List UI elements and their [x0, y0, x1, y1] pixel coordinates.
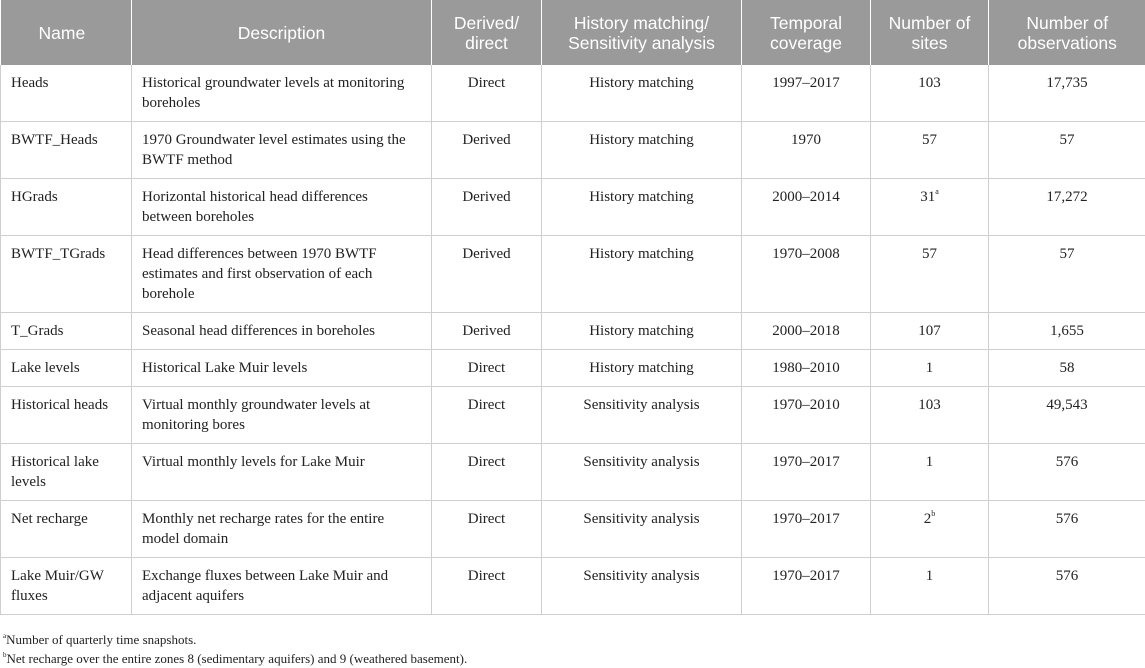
header-derived-direct: Derived/ direct — [432, 0, 542, 65]
cell-purpose: History matching — [542, 236, 742, 313]
cell-name: BWTF_TGrads — [1, 236, 132, 313]
cell-sites — [871, 236, 989, 313]
cell-description: Head differences between 1970 BWTF estimates and first observation of each borehole — [132, 236, 432, 313]
table-row — [1, 65, 1145, 122]
cell-purpose: History matching — [542, 179, 742, 236]
cell-coverage: 1970–2010 — [742, 387, 871, 444]
header-description: Description — [132, 0, 432, 65]
cell-observations: 1,655 — [989, 313, 1145, 350]
table-row — [1, 313, 1145, 350]
header-number-of-observations: Number of observations — [989, 0, 1145, 65]
cell-purpose: History matching — [542, 313, 742, 350]
footnote-text: Net recharge over the entire zones 8 (sedimentary aquifers) and 9 (weathered basement). — [6, 651, 468, 666]
cell-sites — [871, 558, 989, 615]
cell-derived: Derived — [432, 236, 542, 313]
header-name: Name — [1, 0, 132, 65]
cell-derived: Direct — [432, 65, 542, 122]
cell-name: BWTF_Heads — [1, 122, 132, 179]
cell-coverage: 1997–2017 — [742, 65, 871, 122]
cell-derived: Direct — [432, 387, 542, 444]
cell-name: Historical heads — [1, 387, 132, 444]
cell-name: HGrads — [1, 179, 132, 236]
cell-coverage: 1970 — [742, 122, 871, 179]
cell-observations: 57 — [989, 122, 1145, 179]
header-number-of-sites: Number of sites — [871, 0, 989, 65]
footnote — [3, 649, 467, 668]
cell-purpose: History matching — [542, 65, 742, 122]
cell-derived: Derived — [432, 122, 542, 179]
cell-purpose: Sensitivity analysis — [542, 444, 742, 501]
cell-description: Horizontal historical head differences between boreholes — [132, 179, 432, 236]
footnote-mark: b — [931, 509, 936, 518]
cell-observations: 49,543 — [989, 387, 1145, 444]
table-row — [1, 179, 1145, 236]
cell-description: Exchange fluxes between Lake Muir and adjacent aquifers — [132, 558, 432, 615]
cell-name: Lake Muir/GW fluxes — [1, 558, 132, 615]
table-row — [1, 122, 1145, 179]
sites-value: 31 — [920, 189, 936, 205]
cell-coverage: 2000–2018 — [742, 313, 871, 350]
cell-sites — [871, 122, 989, 179]
footnote-mark: a — [3, 631, 7, 640]
cell-sites — [871, 65, 989, 122]
cell-coverage: 1970–2017 — [742, 558, 871, 615]
sites-value: 2 — [923, 511, 932, 527]
cell-observations: 576 — [989, 501, 1145, 558]
sites-value: 1 — [925, 454, 934, 470]
cell-derived: Direct — [432, 501, 542, 558]
cell-observations: 17,735 — [989, 65, 1145, 122]
cell-purpose: Sensitivity analysis — [542, 501, 742, 558]
sites-value: 1 — [925, 360, 934, 376]
cell-purpose: Sensitivity analysis — [542, 558, 742, 615]
cell-sites — [871, 179, 989, 236]
table-row — [1, 558, 1145, 615]
cell-name: Net recharge — [1, 501, 132, 558]
cell-sites — [871, 501, 989, 558]
cell-name: Heads — [1, 65, 132, 122]
cell-derived: Derived — [432, 313, 542, 350]
cell-coverage: 1970–2008 — [742, 236, 871, 313]
cell-description: Virtual monthly levels for Lake Muir — [132, 444, 432, 501]
cell-name: Lake levels — [1, 350, 132, 387]
cell-sites — [871, 350, 989, 387]
cell-purpose: Sensitivity analysis — [542, 387, 742, 444]
header-history-sensitivity: History matching/ Sensitivity analysis — [542, 0, 742, 65]
sites-value: 107 — [918, 323, 941, 339]
cell-description: Seasonal head differences in boreholes — [132, 313, 432, 350]
footnote — [3, 630, 467, 649]
footnote-mark: a — [935, 187, 939, 196]
cell-sites — [871, 444, 989, 501]
cell-name: T_Grads — [1, 313, 132, 350]
table-row — [1, 236, 1145, 313]
cell-purpose: History matching — [542, 350, 742, 387]
sites-value: 57 — [922, 246, 937, 262]
footnote-mark: b — [3, 650, 7, 659]
cell-coverage: 1970–2017 — [742, 444, 871, 501]
header-row — [1, 0, 1145, 65]
table-footnotes — [3, 630, 467, 668]
cell-description: Historical Lake Muir levels — [132, 350, 432, 387]
cell-observations: 576 — [989, 558, 1145, 615]
cell-coverage: 1970–2017 — [742, 501, 871, 558]
cell-coverage: 2000–2014 — [742, 179, 871, 236]
cell-name: Historical lake levels — [1, 444, 132, 501]
cell-observations: 58 — [989, 350, 1145, 387]
sites-value: 103 — [918, 397, 941, 413]
cell-purpose: History matching — [542, 122, 742, 179]
table-row — [1, 387, 1145, 444]
cell-description: Historical groundwater levels at monitoring boreholes — [132, 65, 432, 122]
cell-observations: 57 — [989, 236, 1145, 313]
table-row — [1, 350, 1145, 387]
sites-value: 1 — [925, 568, 934, 584]
table-row — [1, 501, 1145, 558]
cell-sites — [871, 313, 989, 350]
cell-observations: 576 — [989, 444, 1145, 501]
header-temporal-coverage: Temporal coverage — [742, 0, 871, 65]
sites-value: 103 — [918, 75, 941, 91]
cell-observations: 17,272 — [989, 179, 1145, 236]
cell-derived: Direct — [432, 350, 542, 387]
cell-description: Virtual monthly groundwater levels at monitoring bores — [132, 387, 432, 444]
cell-derived: Derived — [432, 179, 542, 236]
cell-derived: Direct — [432, 558, 542, 615]
sites-value: 57 — [922, 132, 937, 148]
cell-derived: Direct — [432, 444, 542, 501]
cell-coverage: 1980–2010 — [742, 350, 871, 387]
cell-description: Monthly net recharge rates for the entire model domain — [132, 501, 432, 558]
cell-description: 1970 Groundwater level estimates using the BWTF method — [132, 122, 432, 179]
table-row — [1, 444, 1145, 501]
cell-sites — [871, 387, 989, 444]
footnote-text: Number of quarterly time snapshots. — [6, 632, 197, 647]
